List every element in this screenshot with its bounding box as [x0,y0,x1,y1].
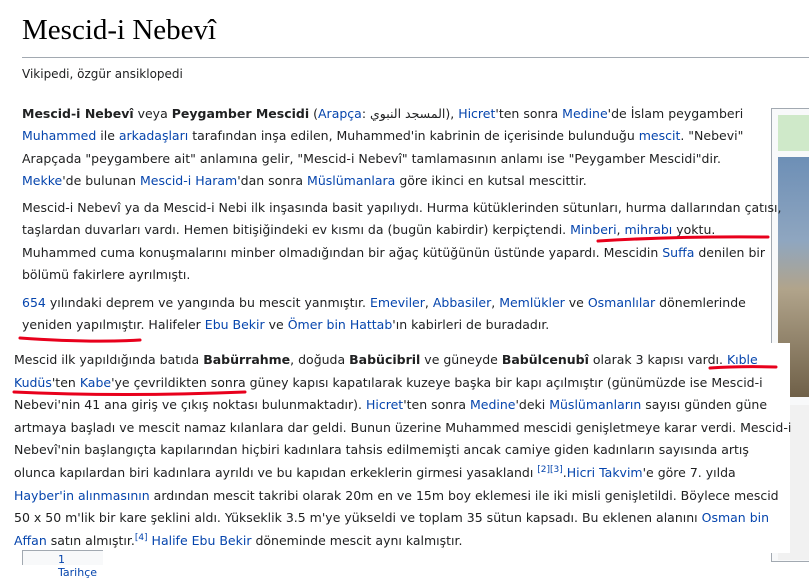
link-arapca[interactable]: Arapça [318,106,362,121]
text: 'dan sonra [237,172,308,188]
link-muslumanlara[interactable]: Müslümanlara [307,172,396,188]
link-hicret[interactable]: Hicret [458,106,496,121]
text: veya [133,106,172,121]
infobox-header [778,115,809,151]
reference-link[interactable]: [4] [134,532,148,543]
title-divider [22,57,809,58]
text: döneminde mescit aynı kalmıştır. [251,532,463,548]
paragraph-construction [22,197,782,286]
text: 'ten sonra [495,106,563,121]
link-osman-bin-affan[interactable]: Osman bin Affan [14,510,770,548]
text: ve [264,317,288,333]
text: ile [96,128,119,144]
link-muslumanlarin[interactable]: Müslümanların [549,397,642,413]
text: 'ye çevrildikten sonra güney kapısı kapatılarak kuzeye başka bir kapı açılmıştır (günümüzde ise Mescid-i Nebevi'nin 41 ana giriş ve çıkış noktası bulunmaktadır). [14,374,763,413]
annotation-underline-yeniden [20,338,140,341]
reference-link[interactable]: [2] [537,464,551,475]
link-hicri-takvim[interactable]: Hicri Takvim [566,464,643,480]
text: ardından mescit takribi olarak 20m en ve 15m boy eklemesi ile iki misli genişletildi. Böylece mescid 50 x 50 m'lik bir kare şeklini aldı. Yükseklik 3.5 m'ye yükseldi ve toplam 35 sütun kapsadı. Bu eklenen alanını [14,487,779,526]
text: ve [564,295,588,310]
link-minber[interactable]: Minberi [570,222,617,238]
text: tarafından inşa edilen, Muhammed'in kabrinin de içerisinde bulunduğu [188,128,639,144]
link-654[interactable]: 654 [22,295,46,310]
link-omer-bin-hattab[interactable]: Ömer bin Hattab [287,317,393,333]
link-suffa[interactable]: Suffa [662,244,695,260]
link-halife-ebu-bekir[interactable]: Halife Ebu Bekir [151,532,252,548]
bold-term: Peygamber Mescidi [171,106,310,121]
site-tagline: Vikipedi, özgür ansiklopedi [22,67,183,81]
paragraph-intro [22,103,762,192]
text: Mescid-i Nebevî ya da Mescid-i Nebi ilk inşasında basit yapılıydı. Hurma kütüklerinden sütunları, hurma dallarından çatısı, taşlardan duvarları vardı. Hemen bitişiğindeki ev kısmı da (bugün kabirdir) kerpiçtendi. [22,200,782,238]
bold-term: Babürrahme [203,352,291,367]
paragraph-gates [14,349,794,552]
link-mekke[interactable]: Mekke [22,172,63,188]
bold-term: Babülcenubî [501,352,589,367]
bold-term: Babücibril [349,352,421,367]
text: 'de İslam peygamberi [607,106,744,121]
link-medine[interactable]: Medine [562,106,608,121]
link-muhammed[interactable]: Muhammed [22,128,97,144]
link-hayber[interactable]: Hayber'in alınmasının [14,487,150,503]
link-hicret[interactable]: Hicret [365,397,404,413]
link-mescid-i-haram[interactable]: Mescid-i Haram [139,172,238,188]
reference-link[interactable]: [3] [550,464,563,475]
link-mihrab[interactable]: mihrabı [624,222,673,238]
link-kible[interactable]: Kıble [726,352,758,367]
link-emeviler[interactable]: Emeviler [369,295,425,310]
text: . [562,464,567,480]
text: ( [309,106,318,121]
text: ve güneyde [420,352,502,367]
text: 'ten [51,374,80,390]
text: , [616,222,625,238]
text: 'de bulunan [62,172,140,188]
link-abbasiler[interactable]: Abbasiler [432,295,492,310]
link-memlukler[interactable]: Memlükler [499,295,565,310]
text: yılındaki deprem ve yangında bu mescit yanmıştır. [45,295,370,310]
text: sayısı günden güne artmaya başladı ve mescit namaz kılanlara dar geldi. Bunun üzerine Muhammed mescidi genişletmeye karar verdi. Mescid-i Nebevî'nin başlangıçta kapılarından hiçbiri kadınlara tahsis edilmemişti ancak camiye giden kadınların sayısında artış olunca kapılardan biri kadınlara ayrıldı ve bu kapıdan erkeklerin girmesi yasaklandı [14,397,792,480]
text: . "Nebevi" Arapçada "peygambere ait" anlamına gelir, "Mescid-i Nebevî" tamlamasının anlamı ise "Peygamber Mescidi"dir. [22,128,744,166]
bold-term: Mescid-i Nebevî [22,106,134,121]
text: 'ın kabirleri de buradadır. [392,317,550,333]
link-kabe[interactable]: Kabe [79,374,112,390]
page-title: Mescid-i Nebevî [22,14,217,46]
text: : المسجد النبوي [361,106,446,121]
paragraph-history [22,292,782,337]
link-medine[interactable]: Medine [469,397,516,413]
link-ebu-bekir[interactable]: Ebu Bekir [204,317,265,333]
text: , [491,295,500,310]
toc-item[interactable]: 1 Tarihçe [58,553,98,579]
text: olarak 3 kapısı vardı. [588,352,727,367]
text: ), [445,106,459,121]
text: yoktu. Muhammed cuma konuşmalarını minber olmadığından bir ağaç kütüğünün üstünde yapardı. Mescidin [22,222,716,260]
link-osmanlilar[interactable]: Osmanlılar [587,295,656,310]
text: denilen bir bölümü fakirlere ayrılmıştı. [22,244,765,282]
table-of-contents [22,550,103,579]
text: 'ten sonra [403,397,470,413]
link-arkadaslari[interactable]: arkadaşları [118,128,189,144]
text: Mescid ilk yapıldığında batıda [14,352,204,367]
text: , [424,295,433,310]
text: , doğuda [290,352,350,367]
text: dönemlerinde yeniden yapılmıştır. Halifeler [22,295,746,333]
text: 'deki [515,397,550,413]
text: satın almıştır. [46,532,135,548]
link-mescit[interactable]: mescit [638,128,681,144]
text: 'e göre 7. yılda [642,464,736,480]
text: göre ikinci en kutsal mescittir. [395,172,587,188]
link-kudus[interactable]: Kudüs [14,374,52,390]
